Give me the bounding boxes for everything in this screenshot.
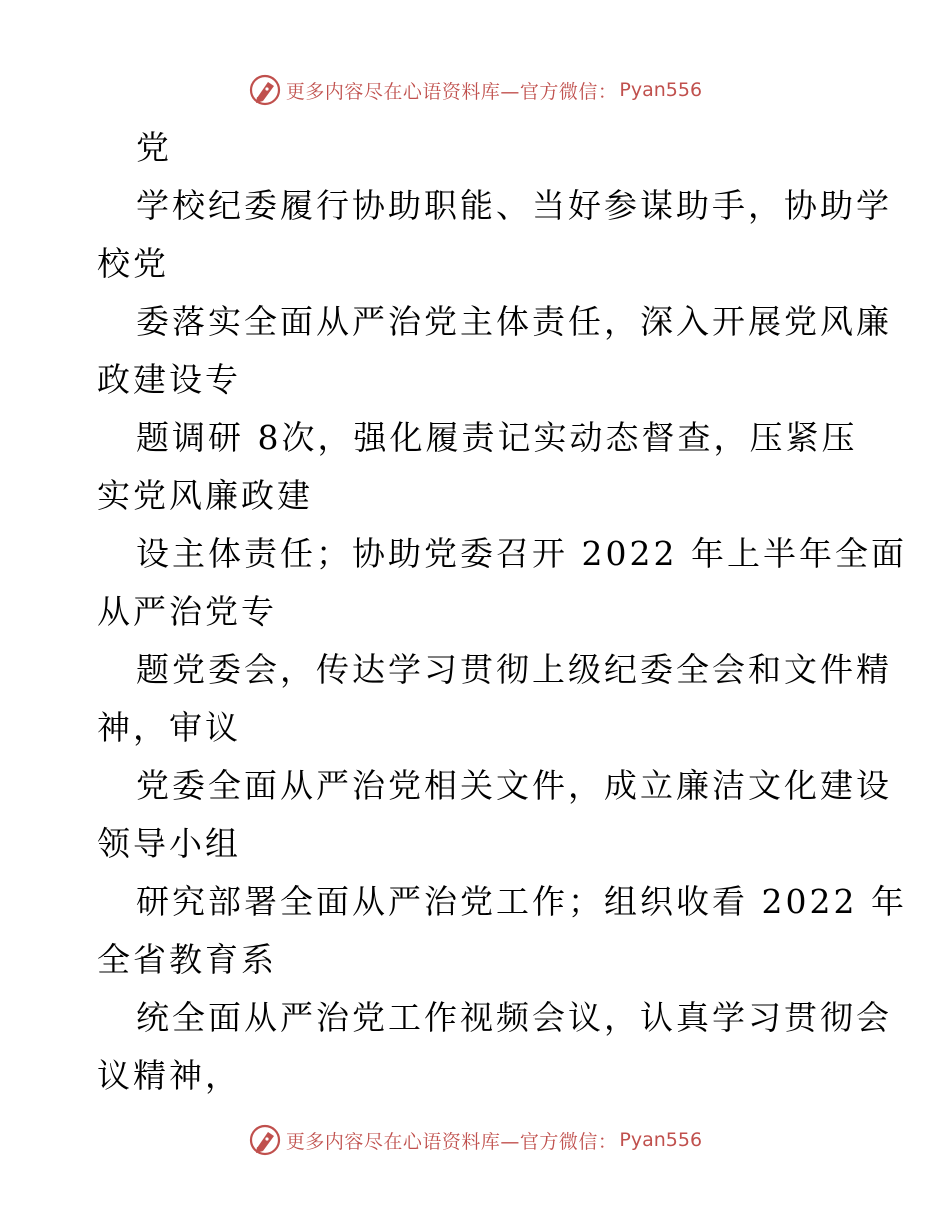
text-line: 神，审议 <box>97 708 241 747</box>
text-line: 学校纪委履行协助职能、当好参谋助手，协助学 <box>136 186 892 225</box>
text-line: 设主体责任；协助党委召开 2022 年上半年全面 <box>136 534 907 573</box>
watermark-text: 更多内容尽在心语资料库—官方微信： <box>285 1130 618 1153</box>
text-line: 校党 <box>97 244 169 283</box>
text-line: 委落实全面从严治党主体责任，深入开展党风廉 <box>136 302 892 341</box>
pen-nib-circle-icon <box>248 1123 282 1157</box>
text-line: 实党风廉政建 <box>97 476 313 515</box>
watermark-handle: Pyan556 <box>619 79 703 101</box>
watermark-text: 更多内容尽在心语资料库—官方微信： <box>285 80 618 103</box>
text-line: 政建设专 <box>97 360 241 399</box>
text-line: 议精神， <box>97 1056 241 1095</box>
text-line: 统全面从严治党工作视频会议，认真学习贯彻会 <box>136 998 892 1037</box>
header-watermark <box>0 70 950 110</box>
text-line: 研究部署全面从严治党工作；组织收看 2022 年 <box>136 882 907 921</box>
text-line: 党 <box>136 128 172 167</box>
watermark-handle: Pyan556 <box>619 1129 703 1151</box>
text-line: 领导小组 <box>97 824 241 863</box>
footer-watermark <box>0 1120 950 1160</box>
pen-nib-circle-icon <box>248 73 282 107</box>
text-line: 全省教育系 <box>97 940 277 979</box>
text-line: 党委全面从严治党相关文件，成立廉洁文化建设 <box>136 766 892 805</box>
text-line: 从严治党专 <box>97 592 277 631</box>
text-line: 题调研 8次，强化履责记实动态督查，压紧压 <box>136 418 858 457</box>
text-line: 题党委会，传达学习贯彻上级纪委全会和文件精 <box>136 650 892 689</box>
